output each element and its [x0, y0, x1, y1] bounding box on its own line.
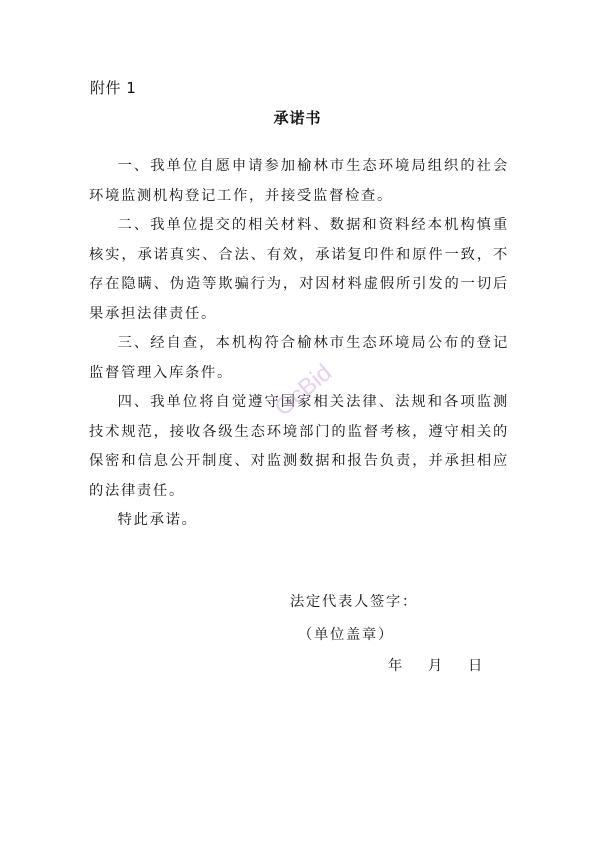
- svg-text:GcBid: GcBid: [269, 359, 338, 422]
- commitment-paragraph-1: 一、我单位自愿申请参加榆林市生态环境局组织的社会环境监测机构登记工作，并接受监督检查。: [89, 158, 509, 204]
- commitment-paragraph-2: 二、我单位提交的相关材料、数据和资料经本机构慎重核实，承诺真实、合法、有效，承诺复印件和原件一致，不存在隐瞒、伪造等欺骗行为，对因材料虚假所引发的一切后果承担法律责任。: [89, 217, 509, 322]
- commitment-paragraph-3: 三、经自查，本机构符合榆林市生态环境局公布的登记监督管理入库条件。: [89, 335, 509, 381]
- date-month-label: 月: [428, 658, 443, 674]
- commitment-paragraph-4: 四、我单位将自觉遵守国家相关法律、法规和各项监测技术规范，接收各级生态环境部门的监督考核，遵守相关的保密和信息公开制度、对监测数据和报告负责，并承担相应的法律责任。: [89, 394, 509, 499]
- date-day-label: 日: [468, 658, 483, 674]
- attachment-label: 附件 1: [90, 79, 137, 97]
- document-title: 承诺书: [273, 109, 322, 127]
- closing-statement: 特此承诺。: [117, 512, 198, 528]
- date-year-label: 年: [388, 658, 403, 674]
- commitment-body: [89, 152, 509, 536]
- legal-representative-signature-label: 法定代表人签字：: [290, 594, 418, 610]
- unit-seal-label: （单位盖章）: [298, 627, 394, 643]
